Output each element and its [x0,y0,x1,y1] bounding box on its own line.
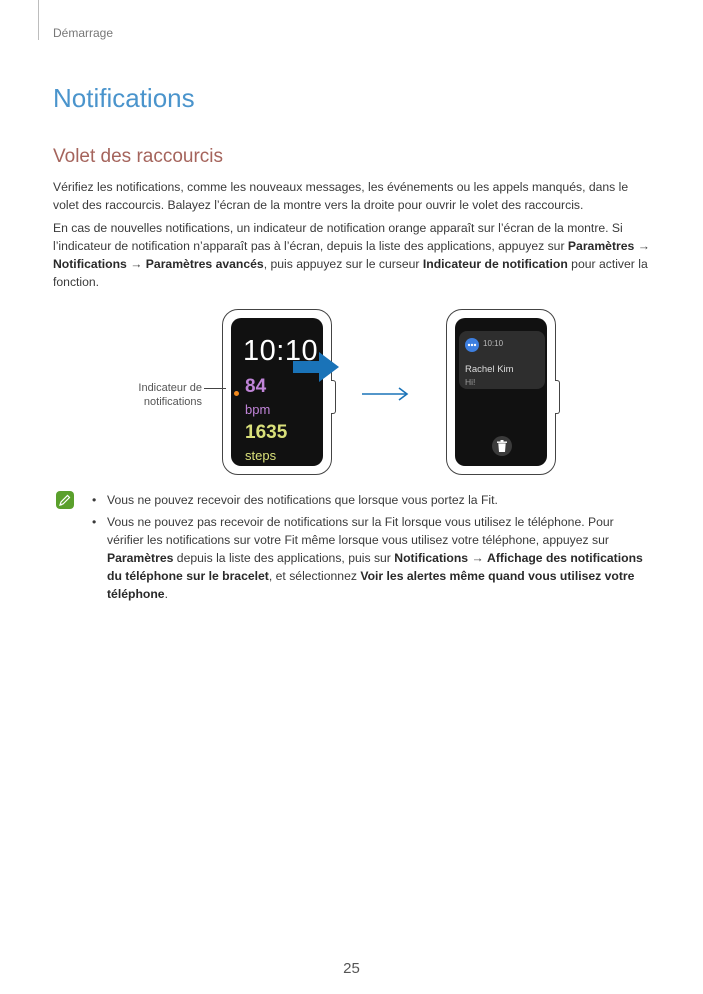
p2-sep1: → [634,239,650,253]
steps-unit: steps [245,448,277,463]
indicator-callout-line [204,388,226,389]
page-title: Notifications [53,83,195,113]
header-section-label: Démarrage [53,26,114,40]
page-number: 25 [343,960,360,977]
heart-rate-value: 84 [245,376,267,397]
heart-rate-unit: bpm [245,402,271,417]
watch-clock-screen [222,309,332,475]
p2-text2: , puis appuyez sur le curseur [263,257,423,271]
message-app-icon [465,338,479,352]
p2-settings: Paramètres [567,239,635,253]
p2-indicator-toggle: Indicateur de notification [422,257,568,271]
notification-sender: Rachel Kim [465,364,514,375]
intro-paragraph: Vérifiez les notifications, comme les nouveaux messages, les événements ou les appels manqués, dans le volet des raccourcis. Balayez l’écran de la montre vers la droite pour ouvrir le volet des raccourcis. [53,180,629,212]
note-list [92,491,652,607]
header-rule [38,0,39,40]
swipe-right-arrow-icon [293,352,339,382]
watch-notification-panel [446,309,556,475]
indicator-callout-label: Indicateur de notifications [138,382,202,408]
bullet: • [92,515,97,529]
indicator-paragraph [53,219,653,291]
p2-advanced-settings: Paramètres avancés [145,257,264,271]
note-item2-text3: , et sélectionnez [268,569,361,583]
note-item2-text4: . [164,587,168,601]
notification-time: 10:10 [483,339,504,348]
notification-message: Hi! [465,377,476,387]
notification-indicator-dot [234,391,239,396]
note-item2-sep: → [468,551,488,565]
note-notifications: Notifications [394,551,469,565]
note-item [92,491,652,509]
trash-icon [497,440,507,452]
watch-display-2 [455,318,547,466]
note-settings: Paramètres [107,551,174,565]
note-item2-text2: depuis la liste des applications, puis sur [173,551,395,565]
steps-value: 1635 [245,422,288,443]
p2-text3: pour activer la fonction. [53,257,648,289]
delete-notifications-button [492,436,512,456]
p2-text1: En cas de nouvelles notifications, un indicateur de notification orange apparaît sur l’écran de la montre. Si l’indicateur de notification n’apparaît pas à l’écran, depuis la liste des applications, appuyez sur [53,221,623,253]
p2-sep2: → [126,257,146,271]
note-show-alerts-option: Voir les alertes même quand vous utilisez votre téléphone [107,569,635,601]
watch-side-button [331,380,336,414]
p2-notifications: Notifications [53,257,127,271]
watch-display [231,318,323,466]
note-pencil-icon [56,491,74,509]
note-item1-text: Vous ne pouvez recevoir des notifications que lorsque vous portez la Fit. [107,493,498,507]
watch-side-button-2 [555,380,560,414]
bullet: • [92,493,97,507]
note-item2-text1: Vous ne pouvez pas recevoir de notifications sur la Fit lorsque vous utilisez le téléphone. Pour vérifier les notifications sur votre Fit même lorsque vous utilisez votre téléphone, appuyez sur [107,515,614,547]
note-phone-notifications: Affichage des notifications du téléphone sur le bracelet [107,551,643,583]
notification-card [459,331,545,389]
transition-arrow-icon [362,387,410,401]
section-title: Volet des raccourcis [53,146,224,167]
note-item [92,513,652,603]
watch-time: 10:10 [243,335,319,367]
